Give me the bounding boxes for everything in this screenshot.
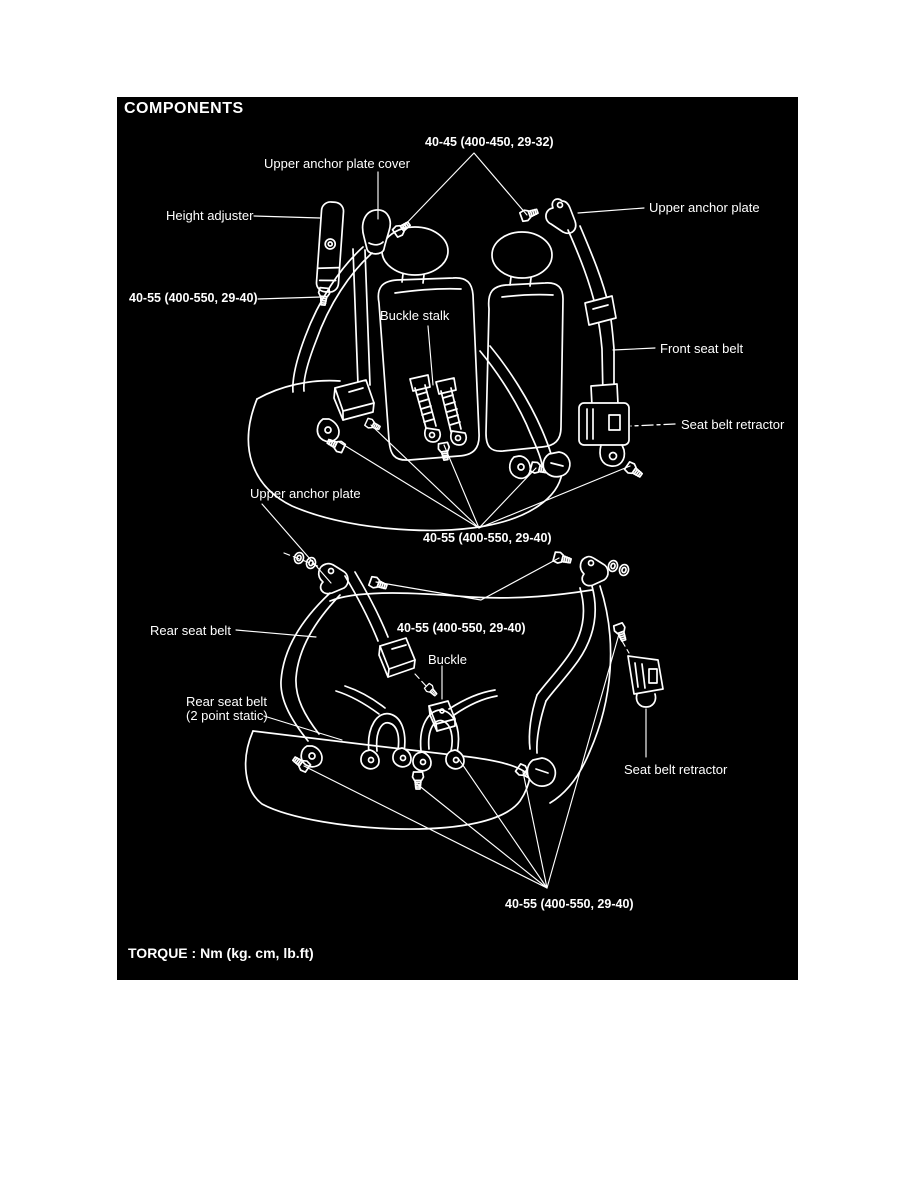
label-buckle: Buckle [428,652,468,667]
buckle-stalk-drawing [410,375,440,442]
label-rear-seat-belt-static [186,695,268,723]
upper-anchor-plate-drawing [546,199,576,233]
washer-icon [293,552,305,565]
bolt-icon [364,418,381,433]
washer-icon [305,557,317,570]
upper-anchor-plate-drawing [580,557,608,586]
front-right-seatback [486,283,563,451]
bolt-icon [624,461,644,480]
washer-icon [607,560,619,573]
label-front-seat-belt: Front seat belt [660,341,744,356]
torque-label-40-55-rear-upper: 40-55 (400-550, 29-40) [397,621,526,635]
torque-units-footer: TORQUE : Nm (kg. cm, lb.ft) [128,945,314,961]
label-rear-seat-belt: Rear seat belt [150,623,231,638]
components-diagram-panel [117,97,798,980]
bolt-icon [553,551,572,566]
panel-title: COMPONENTS [124,100,244,117]
bolt-icon [613,622,629,642]
rear-latch-plate-drawing [379,638,415,677]
front-left-headrest [382,227,448,283]
rear-seat-belt-drawing [529,586,595,753]
label-seat-belt-retractor-rear: Seat belt retractor [624,762,728,777]
front-seat-belt-drawing [568,226,616,397]
label-height-adjuster: Height adjuster [166,208,254,223]
label-rear-seat-belt-static-line2: (2 point static) [186,708,268,723]
torque-label-40-55-front: 40-55 (400-550, 29-40) [129,291,258,305]
upper-anchor-plate-drawing [319,564,348,594]
bolt-icon [424,683,439,698]
front-right-headrest [492,232,552,286]
seat-belt-retractor-drawing [628,656,663,707]
front-buckle-drawing [334,380,374,420]
rear-seat-belt-drawing [281,593,340,741]
seat-belt-retractor-drawing [579,384,629,466]
rear-lap-belt-drawing [336,686,411,769]
washer-icon [618,564,630,577]
label-upper-anchor-plate-rear: Upper anchor plate [250,486,361,501]
torque-label-40-55-bottom: 40-55 (400-550, 29-40) [505,897,634,911]
label-rear-seat-belt-static-line1: Rear seat belt [186,694,267,709]
bolt-icon [519,206,539,222]
leader-lines [236,153,675,888]
bolt-icon [413,772,424,789]
rear-floor-pan [253,731,530,776]
label-upper-anchor-plate: Upper anchor plate [649,200,760,215]
torque-label-40-55-mid: 40-55 (400-550, 29-40) [423,531,552,545]
upper-anchor-plate-cover-drawing [363,210,391,254]
label-buckle-stalk: Buckle stalk [380,308,450,323]
label-upper-anchor-plate-cover: Upper anchor plate cover [264,156,410,171]
height-adjuster-drawing [316,201,344,292]
torque-label-40-45: 40-45 (400-450, 29-32) [425,135,554,149]
label-seat-belt-retractor-front: Seat belt retractor [681,417,785,432]
